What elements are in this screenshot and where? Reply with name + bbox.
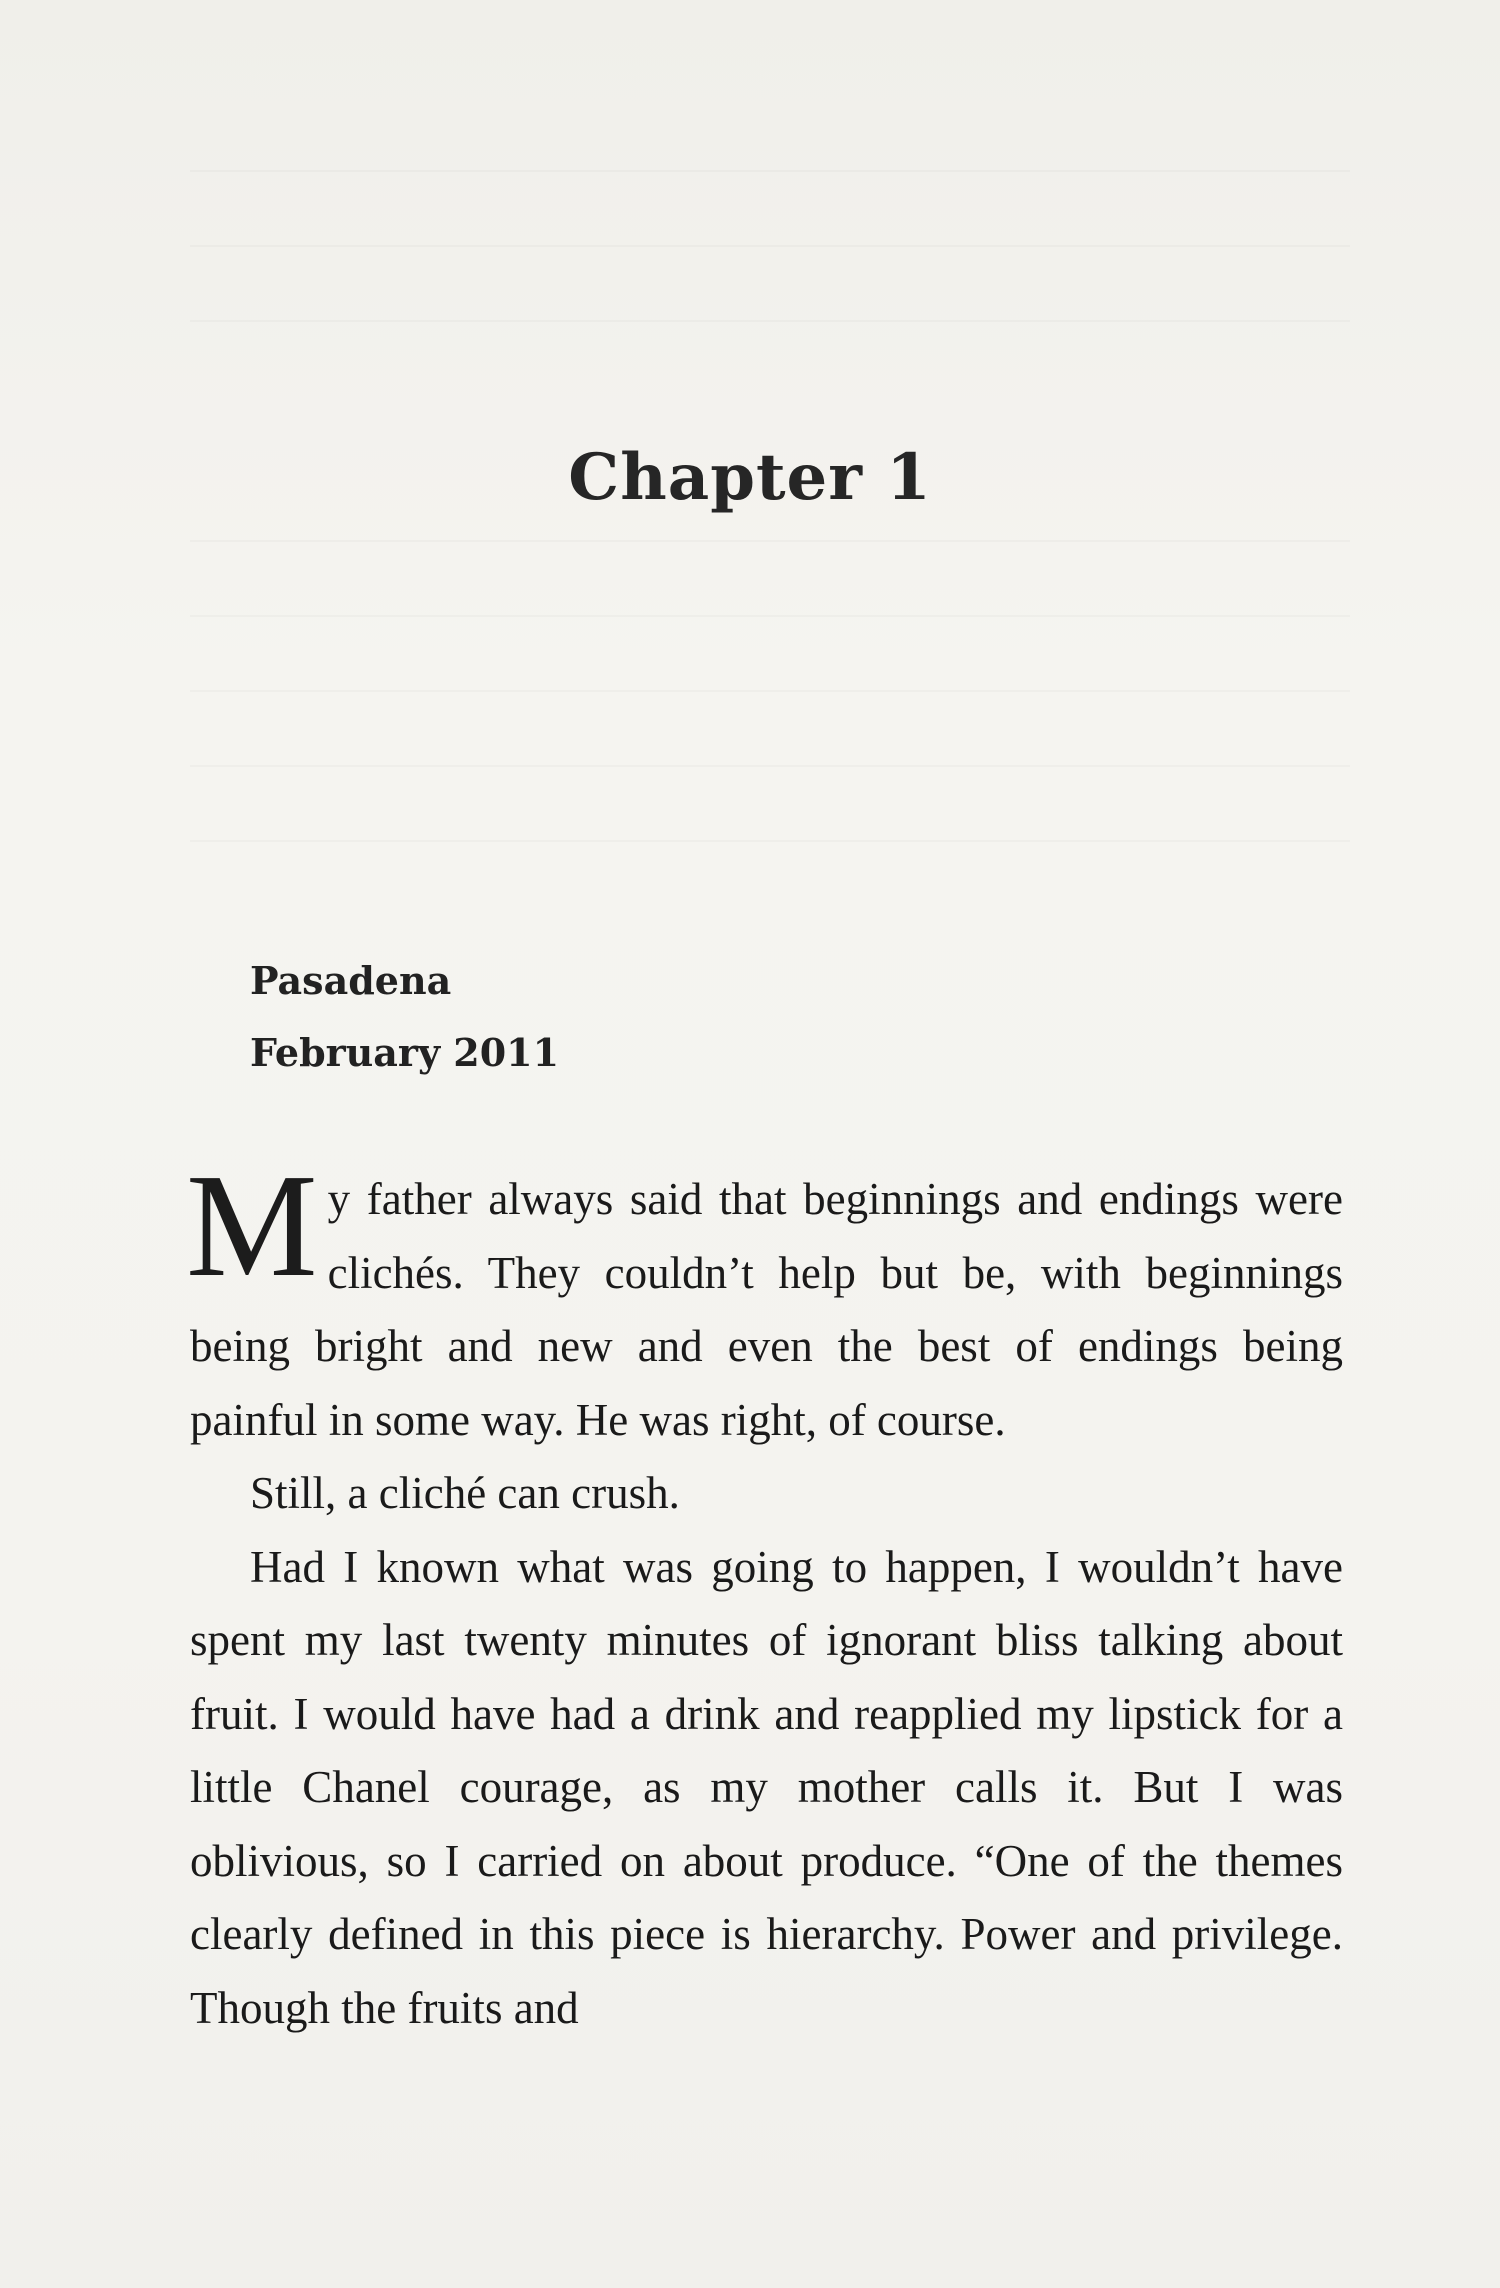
bleed-through-line [190,615,1350,617]
bleed-through-line [190,320,1350,322]
paragraph-1-text: y father always said that beginnings and endings were clichés. They couldn’t help but be, with beginnings being bright and new and even the best of endings being painful in some way. He was right, of course. [190,1174,1343,1445]
bleed-through-line [190,840,1350,842]
paragraph-3: Had I known what was going to happen, I wouldn’t have spent my last twenty minutes of ignorant bliss talking about fruit. I would have had a drink and reapplied my lipstick for a little Chanel courage, as my mother calls it. But I was oblivious, so I carried on about produce. “One of the themes clearly defined in this piece is hierarchy. Power and privilege. Though the fruits and [190,1541,1343,2033]
dateline-date: February 2011 [250,1030,560,1075]
paragraph-2: Still, a cliché can crush. [250,1468,680,1518]
chapter-body [186,1144,1343,2045]
bleed-through-line [190,170,1350,172]
chapter-title: Chapter 1 [568,440,932,515]
bleed-through-line [190,540,1350,542]
dateline [250,945,559,1089]
bleed-through-line [190,690,1350,692]
dateline-place: Pasadena [250,958,452,1003]
paragraph-1 [186,1144,1343,1457]
bleed-through-line [190,765,1350,767]
bleed-through-line [190,245,1350,247]
drop-cap: M [186,1144,318,1308]
